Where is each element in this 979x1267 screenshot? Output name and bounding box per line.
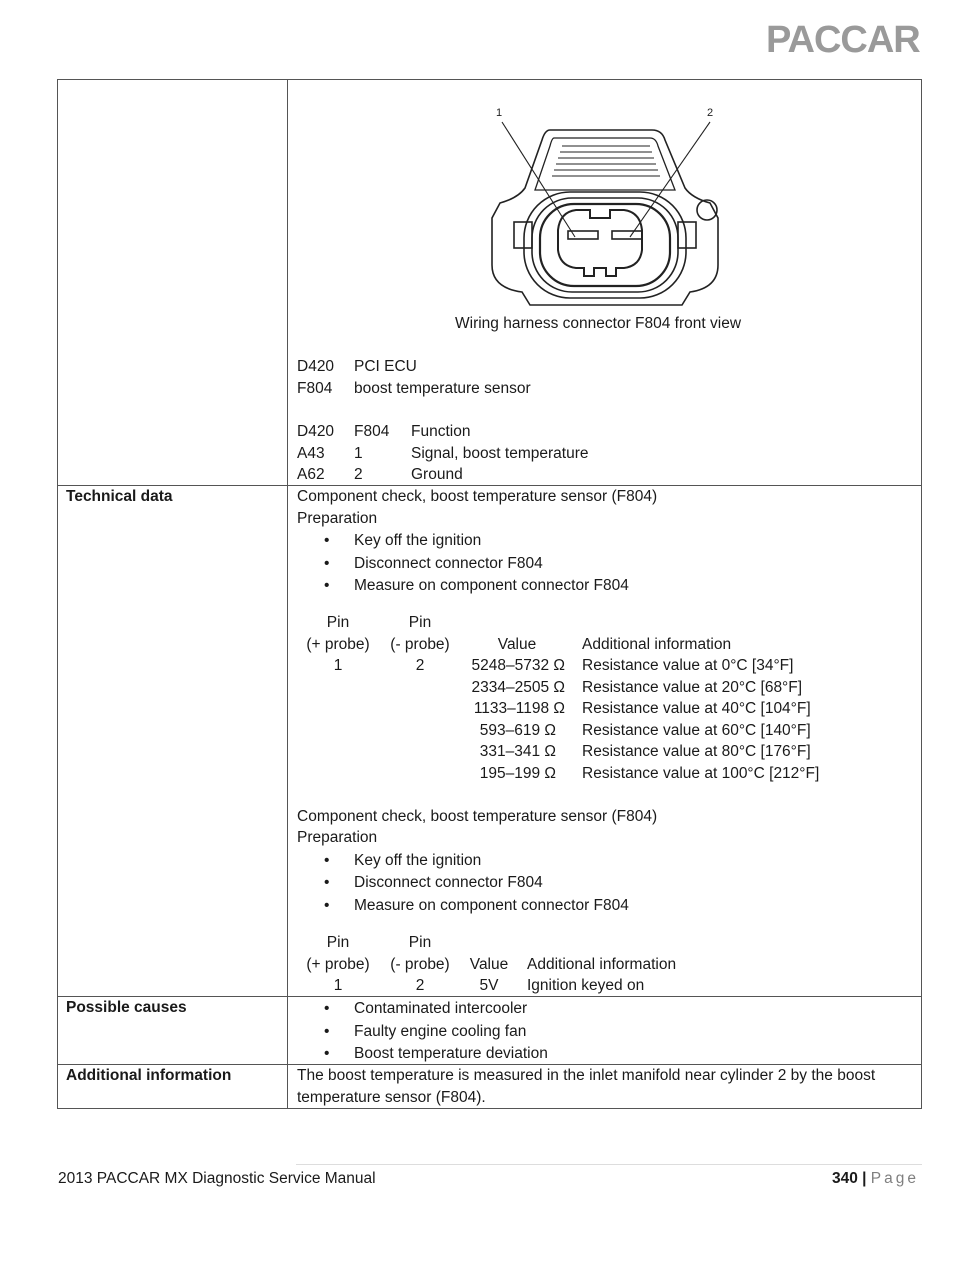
legend-desc-1: PCI ECU <box>354 358 417 375</box>
paccar-logo-text: PACCAR <box>766 19 920 58</box>
cause-item <box>324 1043 548 1064</box>
check1-row-value: 195–199 Ω <box>479 765 556 782</box>
pin-row-1-sensor: 1 <box>354 445 363 462</box>
check2-head-value: Value <box>469 956 509 973</box>
connector-side-tab-right <box>678 222 696 248</box>
check2-step <box>324 850 481 871</box>
check1-row-info: Resistance value at 0°C [34°F] <box>582 657 794 674</box>
connector-cavity <box>558 210 642 276</box>
check1-head-pin1: Pin <box>326 614 350 631</box>
check2-row-info: Ignition keyed on <box>527 977 645 994</box>
check1-head-plus-probe: (+ probe) <box>306 636 370 653</box>
check2-step-text: Disconnect connector F804 <box>354 874 543 891</box>
table-column-divider <box>287 79 288 1109</box>
pin-row-1-ecu: A43 <box>297 445 325 462</box>
legend-code-1: D420 <box>297 358 335 375</box>
check1-row-pin2: 2 <box>415 657 425 674</box>
check2-title: Component check, boost temperature sensor (F804) <box>297 808 658 825</box>
connector-outer-seal <box>524 192 686 298</box>
callout-2-label: 2 <box>707 107 714 119</box>
technical-data-label: Technical data <box>66 488 173 505</box>
check2-head-minus-probe: (- probe) <box>390 956 450 973</box>
pin-header-function: Function <box>411 423 471 440</box>
check1-step-text: Disconnect connector F804 <box>354 555 543 572</box>
check1-row-value: 593–619 Ω <box>479 722 556 739</box>
additional-info-line-1: The boost temperature is measured in the inlet manifold near cylinder 2 by the boost <box>297 1067 876 1084</box>
check1-step-text: Measure on component connector F804 <box>354 577 629 594</box>
check1-head-pin2: Pin <box>408 614 432 631</box>
additional-info-label: Additional information <box>66 1067 232 1084</box>
callout-2-leader <box>630 122 710 237</box>
check1-step <box>324 575 629 596</box>
check1-row-info: Resistance value at 60°C [140°F] <box>582 722 811 739</box>
footer-manual-title: 2013 PACCAR MX Diagnostic Service Manual <box>58 1170 376 1187</box>
check1-row-info: Resistance value at 20°C [68°F] <box>582 679 803 696</box>
check2-head-pin1: Pin <box>326 934 350 951</box>
pin-header-f804: F804 <box>354 423 390 440</box>
pin-row-2-ecu: A62 <box>297 466 325 483</box>
check2-step <box>324 872 543 893</box>
page-number: 340 <box>831 1170 858 1187</box>
pin-header-d420: D420 <box>297 423 335 440</box>
check1-row-info: Resistance value at 100°C [212°F] <box>582 765 820 782</box>
check1-row-value: 5248–5732 Ω <box>471 657 565 674</box>
callout-1-label: 1 <box>496 107 503 119</box>
check2-head-plus-probe: (+ probe) <box>306 956 370 973</box>
check2-row-pin1: 1 <box>333 977 343 994</box>
check2-step <box>324 895 629 916</box>
legend-desc-2: boost temperature sensor <box>354 380 531 397</box>
check1-head-minus-probe: (- probe) <box>390 636 450 653</box>
check1-row-info: Resistance value at 40°C [104°F] <box>582 700 811 717</box>
pin-2-terminal <box>612 231 642 239</box>
check1-row-value: 1133–1198 Ω <box>473 700 565 717</box>
paccar-logo <box>766 18 924 58</box>
pin-row-2-sensor: 2 <box>354 466 363 483</box>
check2-head-pin2: Pin <box>408 934 432 951</box>
check1-row-pin1: 1 <box>333 657 343 674</box>
check1-title: Component check, boost temperature sensor (F804) <box>297 488 658 505</box>
check2-preparation: Preparation <box>297 829 378 846</box>
check1-preparation: Preparation <box>297 510 378 527</box>
row-divider-causes <box>57 996 922 997</box>
connector-diagram <box>470 100 740 315</box>
page-word: Page <box>870 1170 919 1187</box>
legend-code-2: F804 <box>297 380 333 397</box>
check2-step-text: Key off the ignition <box>354 852 482 869</box>
cause-item <box>324 998 527 1019</box>
pin-row-2-function: Ground <box>411 466 463 483</box>
cause-item <box>324 1021 526 1042</box>
check1-row-info: Resistance value at 80°C [176°F] <box>582 743 811 760</box>
check1-row-value: 331–341 Ω <box>479 743 556 760</box>
cause-item-text: Boost temperature deviation <box>354 1045 548 1062</box>
check1-step <box>324 553 543 574</box>
check2-row-value: 5V <box>479 977 499 994</box>
check1-row-value: 2334–2505 Ω <box>471 679 565 696</box>
possible-causes-label: Possible causes <box>66 999 187 1016</box>
check2-row-pin2: 2 <box>415 977 425 994</box>
check2-head-info: Additional information <box>527 956 677 973</box>
page-separator: | <box>862 1170 867 1187</box>
pin-row-1-function: Signal, boost temperature <box>411 445 589 462</box>
cause-item-text: Faulty engine cooling fan <box>354 1023 527 1040</box>
footer-rule <box>296 1164 922 1165</box>
diagram-caption: Wiring harness connector F804 front view <box>455 315 742 332</box>
check2-step-text: Measure on component connector F804 <box>354 897 629 914</box>
check1-step <box>324 530 481 551</box>
check1-head-value: Value <box>497 636 537 653</box>
connector-side-tab-left <box>514 222 532 248</box>
footer-page-info <box>832 1168 919 1189</box>
check1-head-info: Additional information <box>582 636 732 653</box>
cause-item-text: Contaminated intercooler <box>354 1000 528 1017</box>
check1-step-text: Key off the ignition <box>354 532 482 549</box>
additional-info-line-2: temperature sensor (F804). <box>297 1089 486 1106</box>
